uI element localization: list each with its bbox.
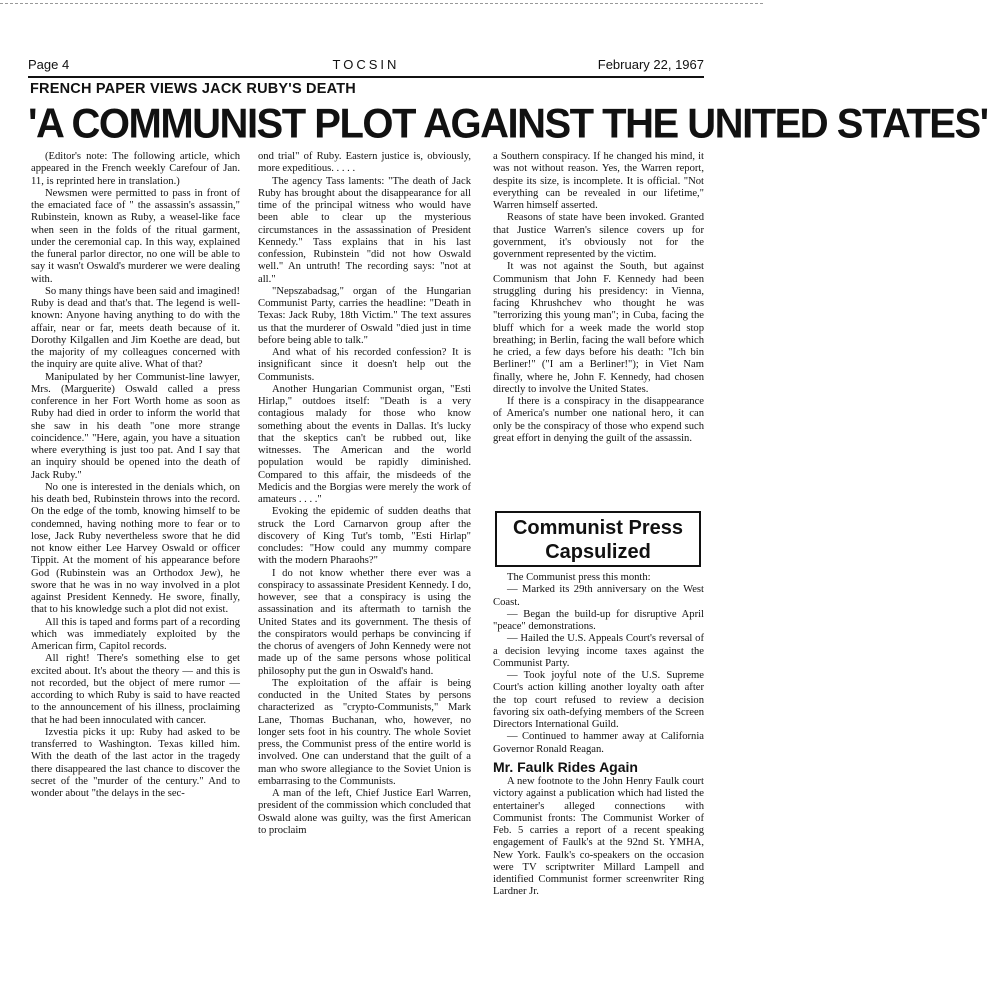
paragraph: a Southern conspiracy. If he changed his mind, it was not without reason. Yes, the Warren report, despite its size, is incomplete. It is official. "Not everything can be revealed in our lifetime," Warren himself asserted.: [493, 151, 704, 211]
issue-date: February 22, 1967: [597, 57, 704, 72]
paragraph: Manipulated by her Communist-line lawyer, Mrs. (Marguerite) Oswald called a press conference in her Fort Worth home as soon as Ruby had died in order to inform the world that she saw in his death "one more strange coincidence." "Here, again, you have a situation where everything is just too pat. And I say that an inquiry should be opened into the death of Jack Ruby.": [31, 371, 240, 481]
list-item: — Hailed the U.S. Appeals Court's reversal of a decision levying income taxes against the Communist Party.: [493, 633, 704, 669]
column-3: [493, 151, 704, 445]
paragraph: The agency Tass laments: "The death of Jack Ruby has brought about the disappearance for all time of the principal witness who would have been able to clear up the mysterious circumstances in the assassination of President Kennedy." Tass explains that in his last confession, Rubinstein "did not how Oswald well." An untruth! The recording says: "not at all.": [258, 175, 471, 285]
sidebar-box-title: [495, 511, 701, 567]
paragraph: Reasons of state have been invoked. Granted that Justice Warren's silence covers up for government, it's obviously not for the government represented by the victim.: [493, 212, 704, 260]
paragraph: "Nepszabadsag," organ of the Hungarian Communist Party, carries the headline: "Death in Texas: Jack Ruby, 18th Victim." The text assures us that the murderer of Oswald "died just in time before being able to talk.": [258, 285, 471, 346]
top-edge-rule: [0, 3, 763, 4]
page-header: [28, 57, 704, 75]
paragraph: Newsmen were permitted to pass in front of the emaciated face of " the assassin's assassin," Rubinstein, known as Ruby, a weasel-like face when seen in the folds of the ritual garment, under the ceremonial cap. In this way, explained the funeral parlor director, no one will be able to say it wasn't Oswald's murderer we were dealing with.: [31, 187, 240, 285]
paragraph: So many things have been said and imagined! Ruby is dead and that's that. The legend is well-known: Anyone having anything to do with the affair, near or far, meets death because of it. Dorothy Kilgallen and Jim Koethe are dead, but the majority of my colleagues concerned with the inquiry are quite alive. What of that?: [31, 285, 240, 371]
list-item: — Began the build-up for disruptive April "peace" demonstrations.: [493, 608, 704, 632]
paragraph: And what of his recorded confession? It is insignificant since it doesn't help out the Communists.: [258, 347, 471, 383]
paragraph: All right! There's something else to get excited about. It's about the theory — and this is not recorded, but the object of mere rumor — according to which Ruby is said to have reacted to the announcement of his illness, proclaiming that he had been innoculated with cancer.: [31, 653, 240, 726]
page-number: Page 4: [28, 57, 70, 72]
box-title-line-2: Capsulized: [545, 541, 651, 563]
header-rule: [28, 76, 704, 78]
paragraph: (Editor's note: The following article, which appeared in the French weekly Carefour of Jan. 11, is reprinted here in translation.): [31, 151, 240, 187]
list-item: — Took joyful note of the U.S. Supreme Court's action killing another loyalty oath after the top court refused to review a decision favoring six oath-defying members of the Screen Directors International Guild.: [493, 670, 704, 730]
paragraph: If there is a conspiracy in the disappearance of America's number one national hero, it can only be the conspiracy of those who expend such great effort in denying the guilt of the assassin.: [493, 396, 704, 444]
paragraph: A man of the left, Chief Justice Earl Warren, president of the commission which concluded that Oswald alone was guilty, was the first American to proclaim: [258, 788, 472, 836]
paragraph: Another Hungarian Communist organ, "Esti Hirlap," outdoes itself: "Death is a very contagious malady for those who know something about the events in Dallas. It's lucky that the skeptics can't be rubbed out, like witnesses. The American and the world population would be rapidly diminished. Compared to this affair, the misdeeds of the Medicis and the Borgias were merely the work of amateurs . . . .": [258, 383, 471, 505]
list-item: — Marked its 29th anniversary on the West Coast.: [493, 584, 704, 608]
column-2: [258, 151, 471, 837]
paragraph: All this is taped and forms part of a recording which was immediately exploited by the American firm, Capitol records.: [31, 616, 240, 652]
sidebar-column: [493, 572, 704, 899]
paragraph: Evoking the epidemic of sudden deaths that struck the Lord Carnarvon group after the discovery of King Tut's tomb, "Esti Hirlap" concludes: "How could any mummy compare with the modern Pharaohs?": [258, 506, 471, 567]
publication-name: TOCSIN: [332, 57, 400, 72]
sidebar-intro: The Communist press this month:: [507, 572, 651, 583]
paragraph: A new footnote to the John Henry Faulk court victory against a publication which had listed the entertainer's alleged connections with Communist fronts: The Communist Worker of Feb. 5 carries a report of a recent speaking engagement of Faulk's at the 92nd St. YMHA, New York. Faulk's co-speakers on the occasion were TV scriptwriter Millard Lampell and identified Communist former screenwriter Ring Lardner Jr.: [493, 776, 704, 898]
main-headline: 'A COMMUNIST PLOT AGAINST THE UNITED STATES': [28, 100, 988, 148]
column-1: [31, 151, 240, 800]
paragraph: Izvestia picks it up: Ruby had asked to be transferred to Washington. Texas killed him. With the death of the last actor in the tragedy there disappeared the last chance to discover the secret of the "murder of the century." And to wonder about "the delays in the sec-: [31, 726, 240, 799]
kicker-headline: FRENCH PAPER VIEWS JACK RUBY'S DEATH: [30, 81, 356, 97]
list-item: — Continued to hammer away at California Governor Ronald Reagan.: [493, 731, 704, 755]
subheading: Mr. Faulk Rides Again: [493, 758, 638, 775]
paragraph: The exploitation of the affair is being conducted in the United States by persons characterized as "crypto-Communists," Mark Lane, Thomas Buchanan, who, however, no longer sets foot in his country. The whole Soviet press, the Communist press of the entire world is involved. One can understand that the guilt of a man who swore allegiance to the Soviet Union is embarrasing to the Communists.: [258, 677, 471, 787]
paragraph: No one is interested in the denials which, on his death bed, Rubinstein throws into the record. On the edge of the tomb, knowing himself to be condemned, having nothing more to fear or to lose, Jack Ruby nevertheless swore that he did not know either Lee Harvey Oswald or officer Tippit. At the moment of his appearance before God (Rubinstein was an Orthodox Jew), he swore that he was in no way involved in a plot against President Kennedy. He swore, finally, that to his knowledge such a plot did not exist.: [31, 481, 240, 616]
paragraph: ond trial" of Ruby. Eastern justice is, obviously, more expeditious. . . . .: [258, 151, 471, 175]
paragraph: It was not against the South, but against Communism that John F. Kennedy had been struggling during his presidency: in Vienna, facing Khrushchev who thought he was "terrorizing this young man"; in Cuba, facing the bluff which for a week made the world stop breathing; in Berlin, facing the wall before which he cried, a few days before his death: "Ich bin Berliner!" ("I am a Berliner!"); in Viet Nam finally, where he, John F. Kennedy, had chosen directly to involve the United States.: [493, 261, 704, 395]
box-title-line-1: Communist Press: [512, 517, 684, 539]
paragraph: I do not know whether there ever was a conspiracy to assassinate President Kennedy. I do, however, see that a conspiracy is using the assassination and its aftermath to tarnish the United States and its government. The thesis of the conspirators would perhaps be convincing if the chorus of avengers of John Kennedy were not made up of the same persons whose political philosophy put the gun in Oswald's hand.: [258, 567, 471, 677]
